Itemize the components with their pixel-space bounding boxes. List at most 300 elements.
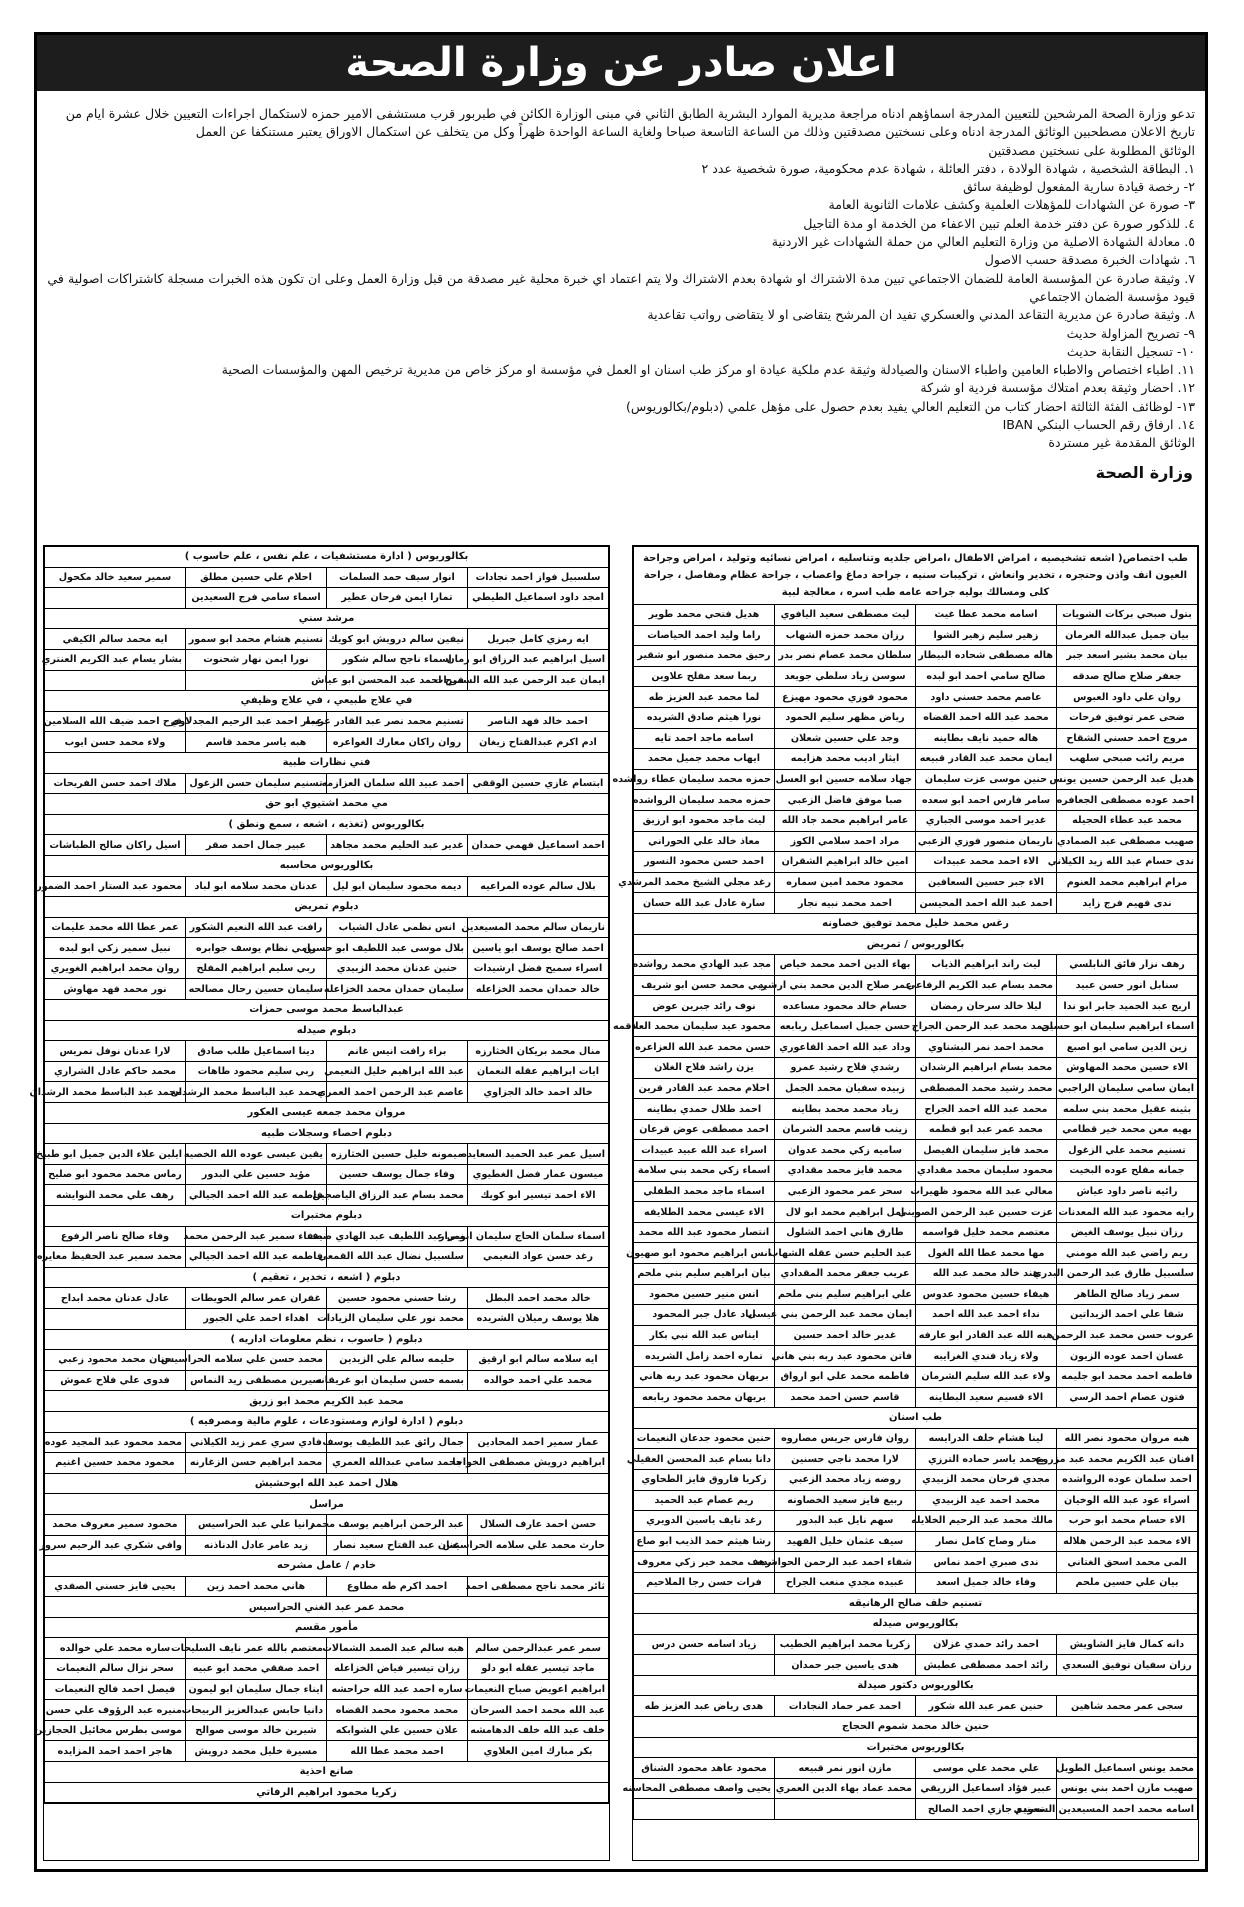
candidate-name-cell: مجد عبد الهادي محمد رواشده (634, 955, 775, 976)
candidate-name-cell: صبا موفق فاضل الزعبي (775, 790, 916, 811)
candidate-name-cell: جعفر صلاح صالح صدقه (1057, 666, 1198, 687)
candidate-name-cell: حنين محمود جدعان النعيمات (634, 1428, 775, 1449)
candidate-name-cell: بثينه عقيل محمد بني سلمه (1057, 1099, 1198, 1120)
candidate-row (45, 1288, 609, 1309)
intro-paragraph: ٢- رخصة قيادة سارية المفعول لوظيفة سائق (963, 179, 1195, 195)
candidate-name-cell: شيرين خالد موسى صوالح (186, 1720, 327, 1741)
candidate-name-cell: ربما سعد مفلح علاوين (634, 666, 775, 687)
candidate-name-cell: مها محمد عطا الله الغول (916, 1243, 1057, 1264)
candidate-name-cell: الاء احمد محمد عبيدات (916, 852, 1057, 873)
candidate-name-cell: سوسن زياد سلطي جويعد (775, 666, 916, 687)
candidate-name-cell: ايمان محمد عبد الرحمن بني عيسى (775, 1305, 916, 1326)
candidate-name-cell: محمد عبد عطاء الحجيله (1057, 810, 1198, 831)
candidate-name-cell: مرام ابراهيم محمد العنوم (1057, 872, 1198, 893)
candidate-name-cell: ايمان سامي سليمان الراجبي (1057, 1078, 1198, 1099)
candidate-name-cell: شفا علي احمد الزيداتين (1057, 1305, 1198, 1326)
candidate-name-cell: الاء حسام محمد ابو حرب (1057, 1511, 1198, 1532)
candidate-name-cell: فتون عصام احمد الرسي (1057, 1387, 1198, 1408)
section-header-row (45, 855, 609, 876)
candidate-row (634, 1531, 1198, 1552)
candidate-name-cell: تسنيم سليمان حسن الزغول (186, 773, 327, 794)
intro-paragraph: تدعو وزارة الصحة المرشحين للتعيين المدرجة اسماؤهم ادناه مراجعة مديرية الموارد البشرية الطابق الثاني في مبنى الوزارة الكائن في طبربور قرب مستشفى الامير حمزه لاستكمال اجراءات التعيين خلال عشرة ايام من تاريخ الاعلان مصطحبين الوثائق المدرجة ادناه وعلى نسختين مصدقتين وذلك من الساعة التاسعة صباحا ولغاية الساعة الواحدة ظهراً وكل من يتخلف عن استكمال الاوراق يعتبر مستنكفا عن العمل (65, 106, 1195, 140)
candidate-name-cell: غدير خالد احمد حسين (775, 1325, 916, 1346)
section-header: في علاج طبيعي ، في علاج وظيفي (45, 691, 609, 712)
candidate-name-cell: وفاء جمال يوسف حسين (327, 1164, 468, 1185)
candidate-row (634, 646, 1198, 667)
candidate-name-cell: بريهان محمود عبد ربه هاني (634, 1366, 775, 1387)
candidate-row (634, 1181, 1198, 1202)
intro-paragraph: ٥. معادلة الشهادة الاصلية من وزارة التعليم العالي من حملة الشهادات غير الاردنية (771, 234, 1195, 250)
section-header: حنين خالد محمد شموم الحجاج (634, 1717, 1198, 1738)
candidate-name-cell: نور محمد فهد مهاوش (45, 979, 186, 1000)
intro-paragraph: ١٢. احضار وثيقة بعدم امتلاك مؤسسة فردية او شركة (920, 380, 1195, 396)
candidate-name-cell: هبه الله عبد القادر ابو عارفه (916, 1325, 1057, 1346)
candidate-name-cell: عبد الرحمن ابراهيم يوسف محمد (327, 1514, 468, 1535)
candidate-name-cell: ماجد تيسير عقله ابو دلو (468, 1659, 609, 1680)
candidate-name-cell: رماس محمد محمود ابو صليح (45, 1164, 186, 1185)
candidate-name-cell: ضحى عمر توفيق فرحات (1057, 707, 1198, 728)
candidate-name-cell: محمد عمر عبد ابو قطمه (916, 1119, 1057, 1140)
candidate-name-cell: ساره محمد علي خوالده (45, 1638, 186, 1659)
section-header-row (634, 913, 1198, 934)
intro-paragraph: ٤. للذكور صورة عن دفتر خدمة العلم تبين الاعفاء من الخدمة او مدة التاجيل (803, 215, 1195, 231)
candidate-name-cell: احمد سلمان عوده الرواشده (1057, 1469, 1198, 1490)
candidate-row (45, 1432, 609, 1453)
candidate-name-cell: مؤيد حسين علي البدور (186, 1164, 327, 1185)
candidate-name-cell: عمار سمير احمد المحادين (468, 1432, 609, 1453)
candidate-name-cell: عمر صلاح الدين محمد بني ارشيد (775, 975, 916, 996)
candidate-name-cell: بهيه معن محمد خير قطامي (1057, 1119, 1198, 1140)
candidate-name-cell: احمد اكرم طه مطاوع (327, 1576, 468, 1597)
section-header-row (45, 1267, 609, 1288)
candidate-name-cell: امل ابراهيم محمد ابو لال (775, 1202, 916, 1223)
candidate-name-cell: صهيب مصطفى عبد الصمادي (1057, 831, 1198, 852)
candidate-name-cell: اسراء سميح فضل ارشيدات (468, 958, 609, 979)
candidate-name-cell: رافت عبد الله النعيم الشكور (186, 917, 327, 938)
candidate-name-cell (45, 670, 186, 691)
section-header-row (634, 1614, 1198, 1635)
intro-paragraph: ١٤. ارفاق رقم الحساب البنكي IBAN (1002, 417, 1195, 433)
candidate-name-cell: سليمان حسين رحال مصالحه (186, 979, 327, 1000)
candidate-name-cell: بلال سالم عوده المراعيه (468, 876, 609, 897)
candidate-name-cell: محمد فايز محمد مقدادي (775, 1161, 916, 1182)
candidate-name-cell: انوار سيف حمد السلمات (327, 567, 468, 588)
section-header: محمد عمر عبد الغني الحراسيس (45, 1597, 609, 1618)
candidate-name-cell: معتصم محمد خليل قواسمه (916, 1222, 1057, 1243)
candidate-name-cell: دينا اسماعيل طلب صادق (186, 1041, 327, 1062)
candidate-name-cell: محمود محمد حسين اغنيم (45, 1453, 186, 1474)
candidate-name-cell (45, 588, 186, 609)
candidate-name-cell: هديل عبد الرحمن حسين يونس (1057, 769, 1198, 790)
section-header: تسنيم خلف صالح الرهانيقه (634, 1593, 1198, 1614)
left-candidates-column (29, 545, 610, 1861)
candidate-name-cell: مجدي فرحان محمد الزبيدي (916, 1469, 1057, 1490)
section-header: صانع احذية (45, 1762, 609, 1783)
intro-paragraph: ٦. شهادات الخبرة مصدقة حسب الاصول (984, 252, 1195, 268)
candidate-name-cell: عاصم عبد الرحمن احمد العمري (327, 1082, 468, 1103)
candidate-name-cell: ربي سليم محمود طاهات (186, 1061, 327, 1082)
candidate-name-cell: احمد حسن محمود النسور (634, 852, 775, 873)
section-header-row (45, 814, 609, 835)
candidate-name-cell: هيفاء حسين محمود عدوس (916, 1284, 1057, 1305)
candidate-name-cell: وفاء صالح ناصر الرفوع (45, 1226, 186, 1247)
candidate-name-cell: شفاء احمد عبد الرحمن الحواشده (775, 1552, 916, 1573)
candidate-name-cell: حمزه محمد سليمان الرواشده (634, 790, 775, 811)
candidate-name-cell: ايلين علاء الدين جميل ابو طبيخ (45, 1144, 186, 1165)
section-header-row (45, 1123, 609, 1144)
candidate-name-cell: فادي سري عمر زيد الكيلاني (186, 1432, 327, 1453)
candidate-name-cell: فيصل احمد فالح النعيمات (45, 1679, 186, 1700)
candidate-row (45, 1514, 609, 1535)
candidate-name-cell: رشدي فلاح رشيد عمرو (775, 1058, 916, 1079)
candidate-name-cell: ايمان عبد الرحمن عبد الله السميرات (468, 670, 609, 691)
candidate-name-cell: بكر مبارك امين العلاوي (468, 1741, 609, 1762)
candidate-name-cell: هبه مروان محمود نصر الله (1057, 1428, 1198, 1449)
candidate-name-cell: فرح احمد ضيف الله السلامين (45, 711, 186, 732)
candidate-name-cell: هدى ياسين جبر حمدان (775, 1655, 916, 1676)
section-header: مأمور مقسم (45, 1617, 609, 1638)
section-header: عبدالباسط محمد موسى حمزات (45, 1000, 609, 1021)
candidate-name-cell: بيان ابراهيم سليم بني ملحم (634, 1264, 775, 1285)
intro-paragraph: ٨. وثيقة صادرة عن مديرية التقاعد المدني والعسكري تفيد ان المرشح يتقاضى او لا يتقاضى رواتب تقاعدية (647, 307, 1195, 323)
candidate-name-cell: لينا هشام خلف الدرايسه (916, 1428, 1057, 1449)
candidate-row (634, 1202, 1198, 1223)
candidate-name-cell: سحر عمر محمود الزعبي (775, 1181, 916, 1202)
section-header: طب اسنان (634, 1408, 1198, 1429)
candidate-name-cell: وافي شكري عبد الرحيم سرور (45, 1535, 186, 1556)
candidate-name-cell (634, 1799, 775, 1820)
candidate-name-cell: ليلا خالد سرحان رمضان (916, 996, 1057, 1017)
candidate-name-cell: محمد عبد الله احمد الجراح (916, 1099, 1057, 1120)
candidate-name-cell: سجى عمر محمد شاهين (1057, 1696, 1198, 1717)
candidate-name-cell: وفاء خالد جميل اسعد (916, 1572, 1057, 1593)
candidate-name-cell: راما وليد احمد الحياصات (634, 625, 775, 646)
candidate-name-cell: احلام علي حسين مطلق (186, 567, 327, 588)
candidate-name-cell: عدنان محمد سلامه ابو لباد (186, 876, 327, 897)
left-candidates-table (29, 546, 609, 1803)
candidate-name-cell: ملاك احمد حسن الفريحات (45, 773, 186, 794)
candidate-name-cell: الاء حسين محمد المهاوش (1057, 1058, 1198, 1079)
section-header-row (45, 608, 609, 629)
candidate-name-cell: حمزه محمد سليمان عطاء رواشده (634, 769, 775, 790)
candidate-row (45, 1700, 609, 1721)
candidate-name-cell: ربي محمد حسن ابو شريف (634, 975, 775, 996)
candidate-row (634, 831, 1198, 852)
candidate-row (634, 1428, 1198, 1449)
section-header-row (45, 1391, 609, 1412)
candidate-name-cell: صهيب مازن احمد بني يونس (1057, 1778, 1198, 1799)
announcement-title: اعلان صادر عن وزارة الصحة (37, 35, 1205, 91)
candidate-name-cell: رغد مجلي الشيخ محمد المرشدي (634, 872, 775, 893)
candidate-name-cell: جمال رائق عبد اللطيف يوسف (327, 1432, 468, 1453)
candidate-name-cell: امجد داود اسماعيل الطيطي (468, 588, 609, 609)
candidate-name-cell: احمد محمد نبيه نجار (775, 893, 916, 914)
section-header: دبلوم مختبرات (45, 1206, 609, 1227)
candidate-name-cell: بسمه حسن سليمان ابو غريقانه (327, 1370, 468, 1391)
candidate-name-cell: محمد بسام ابراهيم الرشدان (916, 1058, 1057, 1079)
candidate-name-cell: احمد عبيد الله سلمان العزازمه (327, 773, 468, 794)
candidate-row (634, 1511, 1198, 1532)
candidate-name-cell: لارا عدنان نوفل نمريس (45, 1041, 186, 1062)
ministry-label: وزارة الصحة (1095, 462, 1193, 482)
candidate-name-cell: سيرين مصطفى زيد النماس (186, 1370, 327, 1391)
candidate-name-cell: حنين موسى عزت سليمان (916, 769, 1057, 790)
candidate-name-cell: لما محمد عبد العزيز طه (634, 687, 775, 708)
candidate-name-cell: سلسبيل فواز احمد نجادات (468, 567, 609, 588)
candidate-name-cell: عزت حسين عبد الرحمن الصويني (916, 1202, 1057, 1223)
candidate-name-cell: مازن انور نمر قبيعه (775, 1758, 916, 1779)
candidate-name-cell: ايمان محمد عبد القادر قبيعه (916, 749, 1057, 770)
candidate-row (45, 1308, 609, 1329)
candidate-name-cell: طارق هاني احمد الشلول (775, 1222, 916, 1243)
candidate-row (45, 1535, 609, 1556)
candidate-name-cell: ندى صبري احمد نماس (916, 1552, 1057, 1573)
candidate-row (45, 629, 609, 650)
candidate-name-cell: سارة عادل عبد الله حسان (634, 893, 775, 914)
candidate-name-cell: ولاء محمد حسن ايوب (45, 732, 186, 753)
candidate-name-cell: قاسم حسن احمد محمد (775, 1387, 916, 1408)
section-header-row (45, 1762, 609, 1783)
candidate-name-cell: يحيى فايز حسني الصفدي (45, 1576, 186, 1597)
section-header-row (45, 1329, 609, 1350)
candidate-name-cell: بريهان محمد محمود ربابعه (634, 1387, 775, 1408)
candidate-name-cell: سيف عثمان خليل الفهيد (775, 1531, 916, 1552)
section-header-row (45, 794, 609, 815)
candidate-name-cell: رزان محمد حمزه الشهاب (775, 625, 916, 646)
candidate-row (634, 1243, 1198, 1264)
intro-paragraph: ٧. وثيقة صادرة عن المؤسسة العامة للضمان الاجتماعي تبين مدة الاشتراك او شهادة بعدم الاشتراك ولا يتم اعتماد اي خبرة محلية غير مصدقة من قبل وزارة العمل وعلى ان تكون هذه الخبرات مسجلة كاشتراكات اصولية في قيود مؤسسة الضمان الاجتماعي (47, 270, 1195, 304)
candidate-name-cell: سنابل انور حسن عبيد (1057, 975, 1198, 996)
candidate-name-cell: رزان نبيل يوسف الغيض (1057, 1222, 1198, 1243)
candidate-name-cell: رشا حسني محمود حسين (327, 1288, 468, 1309)
intro-paragraph: ١. البطاقة الشخصية ، شهادة الولادة ، دفتر العائلة ، شهادة عدم محكومية، صورة شخصية عدد ٢ (701, 160, 1195, 176)
candidate-name-cell: محمد علي احمد خوالده (468, 1370, 609, 1391)
candidate-name-cell: ايه رمزي كامل جبريل (468, 629, 609, 650)
candidate-name-cell: حسن احمد عارف السلال (468, 1514, 609, 1535)
candidate-row (634, 996, 1198, 1017)
candidate-row (634, 790, 1198, 811)
section-header-row (45, 897, 609, 918)
candidate-name-cell: روان محمد ابراهيم الغويري (45, 958, 186, 979)
candidate-name-cell: محمود عيد سليمان محمد العلاقمه (634, 1016, 775, 1037)
candidate-name-cell: المى محمد اسحق الغتاني (1057, 1552, 1198, 1573)
candidate-name-cell: هاله مصطفى شحاده البيطار (916, 646, 1057, 667)
candidate-name-cell: فاتن محمود عبد ربه بني هاني (775, 1346, 916, 1367)
candidate-columns (29, 545, 1199, 1861)
candidate-name-cell: محمد محمود محمد القضاه (327, 1700, 468, 1721)
candidate-name-cell: محمد احمد عيد الزبيدي (916, 1490, 1057, 1511)
candidate-name-cell: تسنيم جازي احمد الصالح (916, 1799, 1057, 1820)
intro-paragraph: ١٣- لوظائف الفئة الثالثة احضار كتاب من التعليم العالي يفيد بعدم حصول على مؤهل علمي (دبلوم/بكالوريوس) (625, 398, 1195, 414)
candidate-name-cell: احمد رائد حمدي غزلان (916, 1634, 1057, 1655)
candidate-name-cell: لارا محمد ناجي حسنين (775, 1449, 916, 1470)
candidate-name-cell: ندى حسام عبد الله زيد الكيلاني (1057, 852, 1198, 873)
candidate-name-cell: عبد الحليم حسن عقله الشهاب (775, 1243, 916, 1264)
section-header: بكالوريوس دكتور صيدلة (634, 1675, 1198, 1696)
candidate-row (634, 1161, 1198, 1182)
candidate-name-cell: عريب جعفر محمد المقدادي (775, 1264, 916, 1285)
candidate-row (634, 1078, 1198, 1099)
section-header: هلال احمد عبد الله ابوحشيش (45, 1473, 609, 1494)
candidate-name-cell: اسماء زكي محمد بني سلامة (634, 1161, 775, 1182)
intro-paragraph: ٣- صورة عن الشهادات للمؤهلات العلمية وكشف علامات الثانوية العامة (828, 197, 1195, 213)
section-header-row (45, 1020, 609, 1041)
candidate-name-cell: فاطمه محمد علي ابو ارواق (775, 1366, 916, 1387)
candidate-name-cell: انتصار محمود عبد الله محمد (634, 1222, 775, 1243)
candidate-name-cell: الاء عيسى محمد الطلايفه (634, 1202, 775, 1223)
candidate-row (634, 872, 1198, 893)
candidate-name-cell: سهم نايل عبد البدور (775, 1511, 916, 1532)
candidate-name-cell (45, 1308, 186, 1329)
candidate-name-cell: ثائر محمد ناجح مصطفى احمد (468, 1576, 609, 1597)
candidate-row (45, 1061, 609, 1082)
candidate-name-cell: الاء احمد تيسير ابو كويك (468, 1185, 609, 1206)
candidate-row (634, 1140, 1198, 1161)
candidate-name-cell: اسماء سامي فرج السعيدين (186, 588, 327, 609)
candidate-name-cell: علان حسين علي الشوابكه (327, 1720, 468, 1741)
candidate-name-cell: احمد عوده مصطفى الجعافره (1057, 790, 1198, 811)
candidate-row (634, 1284, 1198, 1305)
candidate-name-cell: عبد الله محمد احمد السرحان (468, 1700, 609, 1721)
candidate-name-cell: محمد يونس اسماعيل الطويل (1057, 1758, 1198, 1779)
candidate-name-cell: رغد نايف ياسين الدويري (634, 1511, 775, 1532)
candidate-name-cell: حنين عمر عبد الله شكور (916, 1696, 1057, 1717)
candidate-name-cell: احمد صالح يوسف ابو ياسين (468, 938, 609, 959)
candidate-row (634, 687, 1198, 708)
candidate-row (634, 1366, 1198, 1387)
section-header-row (45, 1103, 609, 1124)
candidate-name-cell: الاء محمد عبد الرحمن هلاله (1057, 1531, 1198, 1552)
candidate-name-cell: ايهاب محمد جميل محمد (634, 749, 775, 770)
candidate-name-cell: معاذ خالد علي الحوراني (634, 831, 775, 852)
candidate-row (45, 1041, 609, 1062)
candidate-name-cell: فرح احمد عبد المحسن ابو عياش (327, 670, 468, 691)
candidate-name-cell: عبير جمال احمد صقر (186, 835, 327, 856)
candidate-name-cell: احمد اسماعيل فهمي حمدان (468, 835, 609, 856)
candidate-name-cell: بيان جميل عبدالله العرمان (1057, 625, 1198, 646)
candidate-name-cell: يقين عيسى عوده الله الخصيه (186, 1144, 327, 1165)
section-header-row (45, 1597, 609, 1618)
candidate-name-cell (775, 1799, 916, 1820)
candidate-name-cell: زبيده سفيان محمد الجمل (775, 1078, 916, 1099)
intro-text (37, 91, 1205, 457)
right-candidates-column (612, 545, 1199, 1861)
candidate-name-cell: عامر ابراهيم محمد جاد الله (775, 810, 916, 831)
candidate-name-cell: اسامه ماجد احمد تايه (634, 728, 775, 749)
candidate-name-cell: احمد صفقي محمد ابو عبيه (186, 1659, 327, 1680)
candidate-row (634, 1099, 1198, 1120)
candidate-name-cell: رانيا علي عبد الحراسيس (186, 1514, 327, 1535)
candidate-name-cell: رشا هيثم حمد الذيب ابو صاع (634, 1531, 775, 1552)
candidate-name-cell: زين الدين سامي ابو اصبع (1057, 1037, 1198, 1058)
candidate-name-cell: محمود محمد امين سماره (775, 872, 916, 893)
candidate-name-cell: ايناس عبد الله نبي بكار (634, 1325, 775, 1346)
candidate-row (634, 1449, 1198, 1470)
section-header-row (634, 1675, 1198, 1696)
candidate-row (45, 1659, 609, 1680)
candidate-name-cell: زياد اسامه حسن درس (634, 1634, 775, 1655)
candidate-name-cell: امين خالد ابراهيم الشقران (775, 852, 916, 873)
candidate-name-cell: محمد ابراهيم حسن الزغارنه (186, 1453, 327, 1474)
candidate-name-cell: زكريا محمد ابراهيم الخطيب (775, 1634, 916, 1655)
candidate-name-cell: ابراهيم درويش مصطفى الخواجا (468, 1453, 609, 1474)
candidate-row (45, 567, 609, 588)
candidate-name-cell: زهير سليم زهير الشوا (916, 625, 1057, 646)
candidate-name-cell: نبي عبد اللطيف عبد الهادي ضيف (327, 1226, 468, 1247)
candidate-name-cell: تسنيم محمد نصر عبد القادر عريبه (327, 711, 468, 732)
section-header-row (45, 1206, 609, 1227)
candidate-name-cell: جمانه مفلح عوده البخيت (1057, 1161, 1198, 1182)
candidate-row (634, 1058, 1198, 1079)
candidate-name-cell: ناريمان منصور فوزي الزعبي (916, 831, 1057, 852)
section-header: دبلوم احصاء وسجلات طبيه (45, 1123, 609, 1144)
candidate-row (45, 649, 609, 670)
candidate-name-cell: محمد بسام عبد الكريم الرفاعي (916, 975, 1057, 996)
candidate-name-cell: خالد حمدان محمد الخزاعله (468, 979, 609, 1000)
section-header: خادم / عامل مشرحه (45, 1556, 609, 1577)
candidate-row (45, 1247, 609, 1268)
candidate-name-cell: ناريمان سالم محمد المسيعدين (468, 917, 609, 938)
candidate-name-cell: محمد حاكم عادل الشراري (45, 1061, 186, 1082)
candidate-name-cell: اسيل عمر عبد الحميد السعايده (468, 1144, 609, 1165)
candidate-name-cell: حنان محمد محمود زعبي (45, 1350, 186, 1371)
candidate-row (634, 852, 1198, 873)
candidate-name-cell: بلال موسى عبد اللطيف ابو حسين (327, 938, 468, 959)
candidate-name-cell: رايه محمود عبد الله المعدنات (1057, 1202, 1198, 1223)
candidate-name-cell: تسنيم هشام محمد ابو سمور (186, 629, 327, 650)
candidate-name-cell: الاء قسيم سعيد البطاينه (916, 1387, 1057, 1408)
candidate-name-cell: اسيل راكان صالح الطباشات (45, 835, 186, 856)
candidate-row (45, 588, 609, 609)
candidate-name-cell: حنين عدنان محمد الزبيدي (327, 958, 468, 979)
candidate-row (45, 958, 609, 979)
candidate-name-cell: احمد عبد الله احمد المحيسن (916, 893, 1057, 914)
candidate-name-cell: رحيق محمد منصور ابو شقير (634, 646, 775, 667)
candidate-row (634, 975, 1198, 996)
candidate-name-cell: منيره عبد الرؤوف علي حسن (45, 1700, 186, 1721)
candidate-name-cell: احمد محمد عبد الرحمن الجراح (916, 1016, 1057, 1037)
candidate-name-cell: محمود فوزي محمود مهيزع (775, 687, 916, 708)
candidate-name-cell: اهداء احمد علي الجبور (186, 1308, 327, 1329)
intro-paragraph: ٩- تصريح المزاولة حديث (1066, 325, 1195, 341)
candidate-name-cell: سحر نزال سالم النعيمات (45, 1659, 186, 1680)
candidate-name-cell: احمد عمر حماد النجادات (775, 1696, 916, 1717)
candidate-name-cell: ميسون عمار فضل الغطيوي (468, 1164, 609, 1185)
section-header: بكالوريوس (تغذيه ، اشعه ، سمع ونطق ) (45, 814, 609, 835)
candidate-name-cell: سلطان محمد عصام نصر بدر (775, 646, 916, 667)
section-header: رغس محمد خليل محمد توفيق خصاونه (634, 913, 1198, 934)
candidate-row (45, 1350, 609, 1371)
candidate-name-cell: صفاء سمير عبد الرحمن محمد (186, 1226, 327, 1247)
candidate-name-cell: ايه محمد سالم الكيفي (45, 629, 186, 650)
candidate-name-cell: ديمه محمود سليمان ابو ليل (327, 876, 468, 897)
section-header-row (45, 1494, 609, 1515)
candidate-name-cell: روضه زياد محمد الزعبي (775, 1469, 916, 1490)
section-header: دبلوم ( ادارة لوازم ومستودعات ، علوم مالية ومصرفيه ) (45, 1411, 609, 1432)
candidate-name-cell: احمد مصطفى عوض قرعان (634, 1119, 775, 1140)
candidate-row (45, 1370, 609, 1391)
candidate-row (634, 1469, 1198, 1490)
candidate-row (634, 707, 1198, 728)
candidate-row (45, 1741, 609, 1762)
intro-paragraph: الوثائق المقدمة غير مستردة (1048, 435, 1195, 451)
candidate-row (634, 1305, 1198, 1326)
candidate-name-cell: هدى رياض عبد العزيز طه (634, 1696, 775, 1717)
section-header: دبلوم تمريض (45, 897, 609, 918)
candidate-name-cell: حسام خالد محمود مساعده (775, 996, 916, 1017)
candidate-name-cell: ادم اكرم عبدالفتاح زيغان (468, 732, 609, 753)
candidate-row (45, 1185, 609, 1206)
